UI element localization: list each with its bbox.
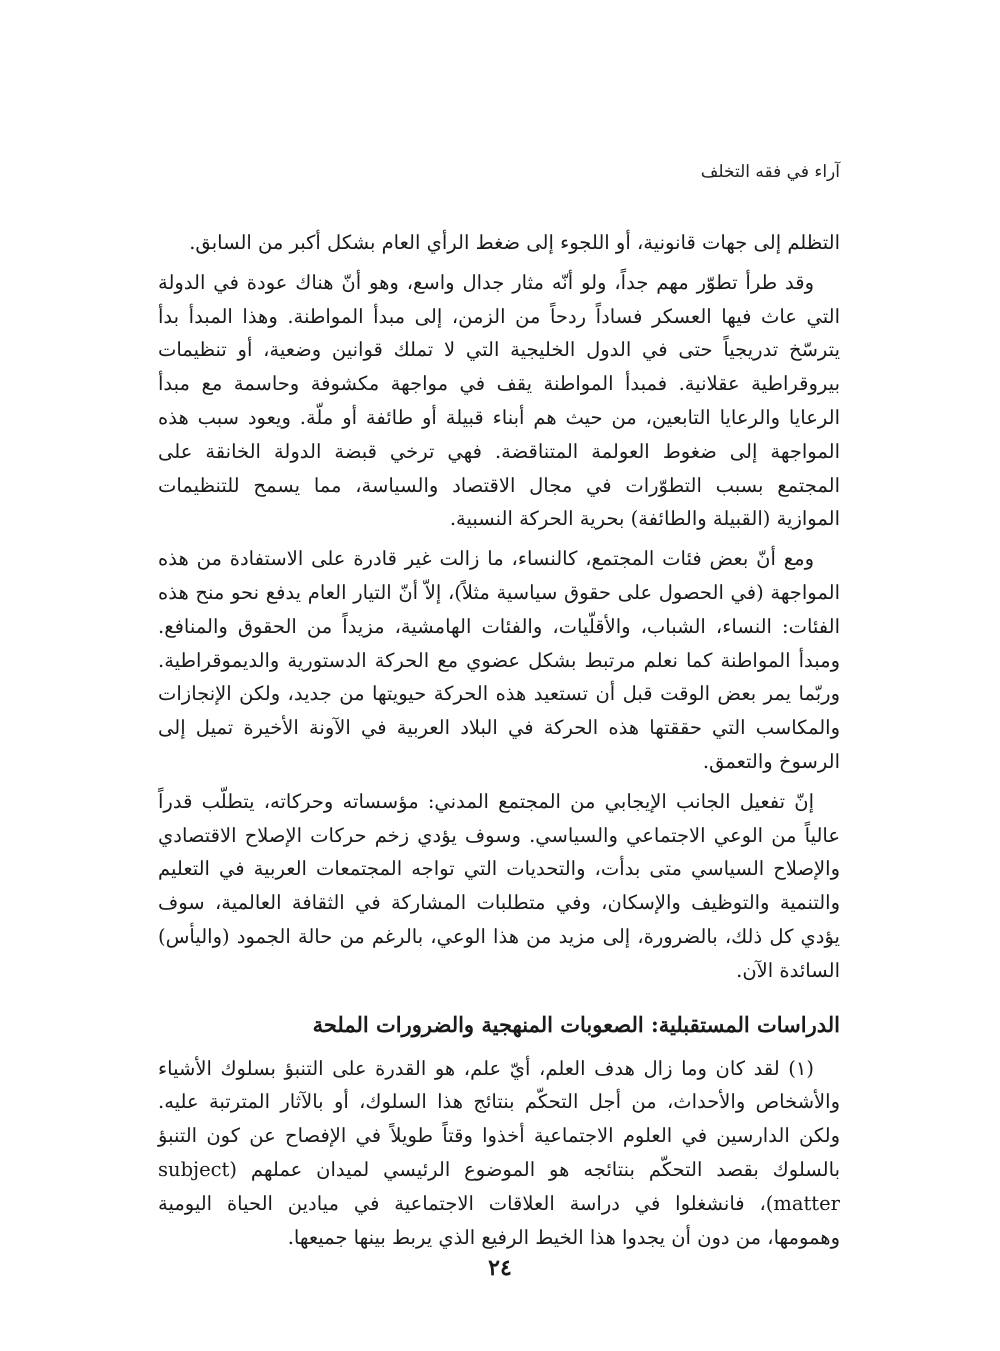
paragraph-continuation: التظلم إلى جهات قانونية، أو اللجوء إلى ضغط الرأي العام بشكل أكبر من السابق.	[189, 231, 840, 254]
paragraph-civil-society: إنّ تفعيل الجانب الإيجابي من المجتمع المدني: مؤسساته وحركاته، يتطلّب قدراً عالياً من الوعي الاجتماعي والسياسي. وسوف يؤدي زخم حركات الإصلاح الاقتصادي والإصلاح السياسي متى بدأت، والتحديات التي تواجه المجتمعات العربية في التعليم والتنمية والتوظيف والإسكان، وفي متطلبات المشاركة في الثقافة العالمية، سوف يؤدي كل ذلك، بالضرورة، إلى مزيد من هذا الوعي، بالرغم من حالة الجمود (واليأس) السائدة الآن.	[158, 789, 840, 982]
paragraph-women-rights: ومع أنّ بعض فئات المجتمع، كالنساء، ما زالت غير قادرة على الاستفادة من هذه المواجهة (في الحصول على حقوق سياسية مثلاً)، إلاّ أنّ التيار العام يدفع نحو منح هذه الفئات: النساء، الشباب، والأقلّيات، والفئات الهامشية، مزيداً من الحقوق والمنافع. ومبدأ المواطنة كما نعلم مرتبط بشكل عضوي مع الحركة الدستورية والديموقراطية. وربّما يمر بعض الوقت قبل أن تستعيد هذه الحركة حيويتها من جديد، ولكن الإنجازات والمكاسب التي حققتها هذه الحركة في البلاد العربية في الآونة الأخيرة تميل إلى الرسوخ والتعمق.	[158, 547, 840, 773]
paragraph-citizenship: وقد طرأ تطوّر مهم جداً، ولو أنّه مثار جدال واسع، وهو أنّ هناك عودة في الدولة التي عاث فيها العسكر فساداً ردحاً من الزمن، إلى مبدأ المواطنة. وهذا المبدأ بدأ يترسّخ تدريجياً حتى في الدول الخليجية التي لا تملك قوانين وضعية، أو تنظيمات بيروقراطية عقلانية. فمبدأ المواطنة يقف في مواجهة مكشوفة وحاسمة مع مبدأ الرعايا والرعايا التابعين، من حيث هم أبناء قبيلة أو طائفة أو ملّة. ويعود سبب هذه المواجهة إلى ضغوط العولمة المتناقضة. فهي ترخي قبضة الدولة الخانقة على المجتمع بسبب التطوّرات في مجال الاقتصاد والسياسة، مما يسمح للتنظيمات الموازية (القبيلة والطائفة) بحرية الحركة النسبية.	[158, 270, 840, 531]
paragraph-future-studies: (١) لقد كان وما زال هدف العلم، أيّ علم، هو القدرة على التنبؤ بسلوك الأشياء والأشخاص والأحداث، من أجل التحكّم بنتائج هذا السلوك، أو بالآثار المترتبة عليه. ولكن الدارسين في العلوم الاجتماعية أخذوا وقتاً طويلاً في الإفصاح عن كون التنبؤ بالسلوك بقصد التحكّم بنتائجه هو الموضوع الرئيسي لميدان عملهم (subject matter)، فانشغلوا في دراسة العلاقات الاجتماعية في ميادين الحياة اليومية وهمومها، من دون أن يجدوا هذا الخيط الرفيع الذي يربط بينها جميعها.	[158, 1056, 840, 1249]
body-text	[158, 226, 840, 1260]
page-number: ٢٤	[488, 1255, 512, 1281]
running-header: آراء في فقه التخلف	[700, 162, 840, 182]
section-heading: الدراسات المستقبلية: الصعوبات المنهجية والضرورات الملحة	[312, 1011, 840, 1037]
